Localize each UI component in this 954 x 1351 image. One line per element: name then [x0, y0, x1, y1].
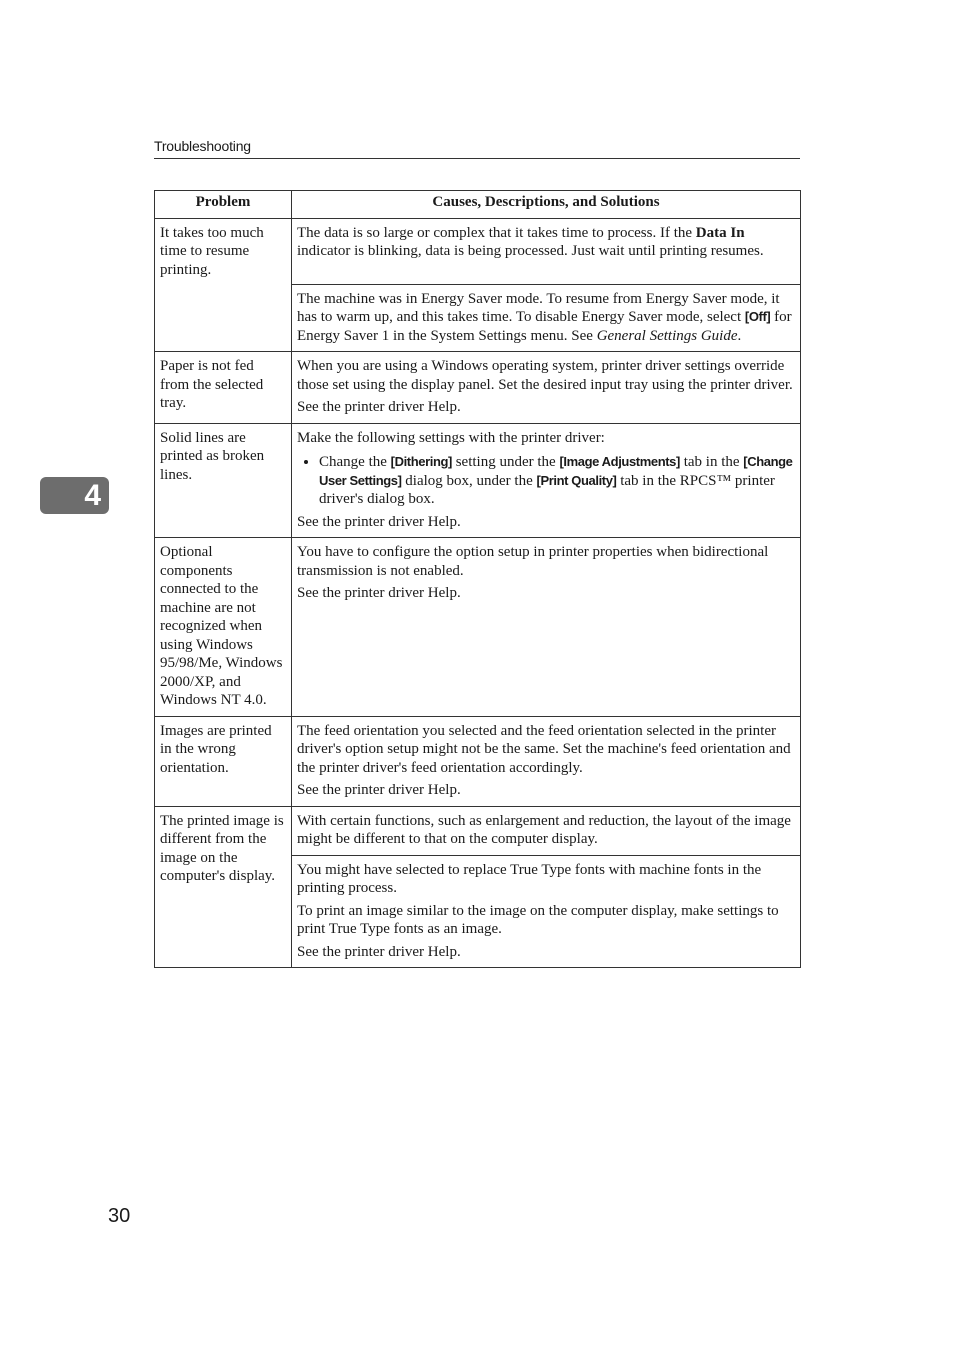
table-header-row — [155, 191, 801, 219]
ui-key-label: [Change User Settings] — [319, 454, 793, 488]
list-item — [319, 453, 795, 509]
problem-cell: It takes too much time to resume printing. — [155, 218, 292, 352]
problem-cell: Solid lines are printed as broken lines. — [155, 423, 292, 538]
table-row — [155, 352, 801, 424]
page-number: 30 — [108, 1205, 131, 1227]
problem-cell: The printed image is different from the image on the computer's display. — [155, 806, 292, 968]
table-row — [155, 218, 801, 284]
solution-text: See the printer driver Help. — [297, 513, 461, 530]
table-row — [155, 806, 801, 855]
solution-text: See the printer driver Help. — [297, 782, 461, 798]
table-row — [155, 538, 801, 717]
solution-text: See the printer driver Help. — [297, 585, 461, 601]
troubleshooting-table — [154, 190, 801, 968]
column-header-solutions: Causes, Descriptions, and Solutions — [292, 191, 801, 219]
solution-cell — [292, 716, 801, 806]
solution-text: The feed orientation you selected and the feed orientation selected in the printer driver's option setup might not be the same. Set the machine's feed orientation and the printer driver's feed orientation accordingly. — [297, 722, 791, 776]
problem-cell: Optional components connected to the machine are not recognized when using Windows 95/98/Me, Windows 2000/XP, and Windows NT 4.0. — [155, 538, 292, 717]
solution-text: To print an image similar to the image on the computer display, make settings to print True Type fonts as an image. — [297, 902, 779, 937]
text-span: setting under the — [451, 454, 560, 470]
solution-cell — [292, 423, 801, 538]
ui-key-label: [Image Adjustments] — [559, 454, 680, 469]
solution-cell — [292, 855, 801, 968]
ui-key-label: [Dithering] — [390, 454, 452, 469]
solution-text: Make the following settings with the printer driver: — [297, 429, 605, 446]
text-span: tab in the — [679, 454, 744, 470]
solution-text — [297, 224, 795, 261]
text-span: dialog box, under the — [401, 472, 537, 489]
solution-text: See the printer driver Help. — [297, 943, 461, 960]
text-span: for Energy Saver 1 in the System Settings menu. See — [297, 309, 792, 344]
text-span: . — [737, 327, 742, 344]
text-span: Change the — [319, 454, 391, 470]
text-span: indicator is blinking, data is being processed. Just wait until printing resumes. — [297, 243, 764, 259]
problem-cell: Images are printed in the wrong orientation. — [155, 716, 292, 806]
solution-text: You have to configure the option setup in printer properties when bidirectional transmission is not enabled. — [297, 544, 769, 579]
solution-text — [297, 290, 795, 346]
solution-text: When you are using a Windows operating system, printer driver settings override those set using the display panel. Set the desired input tray using the printer driver. — [297, 358, 793, 393]
chapter-tab: 4 — [40, 477, 109, 514]
solution-cell — [292, 284, 801, 352]
indicator-name: Data In — [695, 224, 745, 241]
bullet-list — [297, 453, 795, 509]
running-header: Troubleshooting — [154, 138, 800, 159]
column-header-problem: Problem — [155, 191, 292, 219]
ui-key-label: [Off] — [744, 309, 771, 324]
manual-title: General Settings Guide — [596, 327, 738, 344]
solution-text: See the printer driver Help. — [297, 399, 461, 415]
text-span: tab in the RPCS™ printer driver's dialog box. — [319, 472, 775, 507]
problem-cell: Paper is not fed from the selected tray. — [155, 352, 292, 424]
solution-cell — [292, 538, 801, 717]
solution-text: You might have selected to replace True Type fonts with machine fonts in the printing process. — [297, 861, 762, 896]
solution-text: With certain functions, such as enlargement and reduction, the layout of the image might be different to that on the computer display. — [297, 812, 791, 847]
ui-key-label: [Print Quality] — [536, 472, 617, 488]
solution-cell — [292, 218, 801, 284]
text-span: The data is so large or complex that it takes time to process. If the — [297, 224, 696, 241]
table-row — [155, 423, 801, 538]
table-row — [155, 716, 801, 806]
solution-cell — [292, 352, 801, 424]
text-span: The machine was in Energy Saver mode. To resume from Energy Saver mode, it has to warm up, and this takes time. To disable Energy Saver mode, select — [297, 290, 780, 325]
solution-cell — [292, 806, 801, 855]
